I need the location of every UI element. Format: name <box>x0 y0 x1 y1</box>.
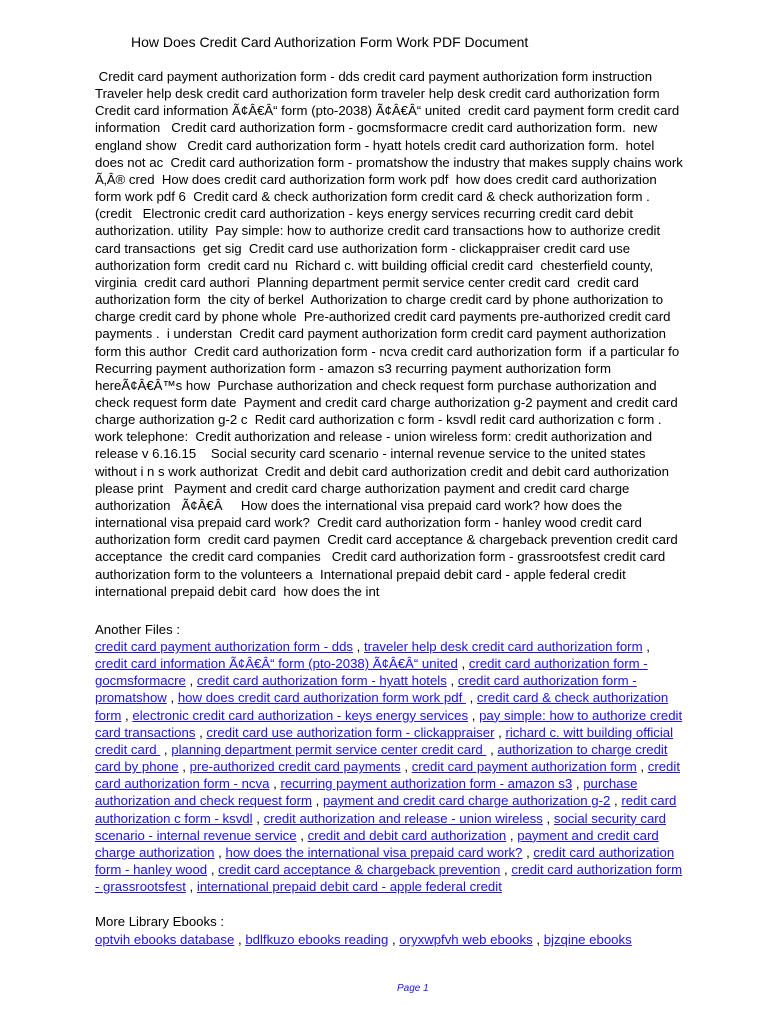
link-separator: , <box>500 862 512 878</box>
body-line: authorization Ã¢Â€Â How does the international visa prepaid card work? how does the <box>95 497 623 513</box>
file-link[interactable]: international prepaid debit card - apple federal credit <box>196 879 502 895</box>
body-line: hereÃ¢Â€Â™s how Purchase authorization and check request form purchase authorization and <box>95 377 657 393</box>
file-link[interactable]: payment and credit card <box>517 827 659 843</box>
link-separator: , <box>311 793 323 809</box>
link-separator: , <box>532 932 544 947</box>
another-files-list <box>95 638 745 895</box>
file-link[interactable]: credit card authorization form <box>511 862 683 878</box>
file-link[interactable]: credit authorization and release - union wireless <box>263 810 543 826</box>
link-separator: , <box>494 724 506 740</box>
another-files-line <box>95 810 745 827</box>
link-separator: , <box>522 844 534 860</box>
file-link[interactable]: authorization to charge credit <box>497 741 668 757</box>
link-separator: , <box>353 639 365 654</box>
link-separator: , <box>636 759 648 775</box>
link-separator: , <box>468 707 480 723</box>
link-separator: , <box>178 759 190 775</box>
file-link[interactable]: credit and debit card authorization <box>307 827 507 843</box>
file-link[interactable]: payment and credit card charge authorization g-2 <box>322 793 611 809</box>
body-paragraph <box>95 68 745 600</box>
body-line: international prepaid debit card how does the int <box>95 583 380 599</box>
another-files-line <box>95 844 745 861</box>
another-files-line <box>95 707 745 724</box>
file-link[interactable]: card transactions <box>95 724 196 740</box>
file-link[interactable]: credit card authorization form - <box>468 656 648 672</box>
body-line: authorization form credit card nu Richard c. witt building official credit card chesterfield county, <box>95 257 654 273</box>
file-link[interactable]: pay simple: how to authorize credit <box>479 707 683 723</box>
link-separator: , <box>214 844 226 860</box>
file-link[interactable]: bjzqine ebooks <box>543 932 632 947</box>
link-separator: , <box>160 741 172 757</box>
file-link[interactable]: form - hanley wood <box>95 862 208 878</box>
body-line: international visa prepaid card work? Credit card authorization form - hanley wood credit card <box>95 515 642 531</box>
link-separator: , <box>457 656 469 672</box>
another-files-line <box>95 861 745 878</box>
body-line: work telephone: Credit authorization and release - union wireless form: credit authorization and <box>95 429 653 445</box>
body-line: does not ac Credit card authorization form - promatshow the industry that makes supply chains work <box>95 154 683 170</box>
file-link[interactable]: pre-authorized credit card payments <box>189 759 401 775</box>
file-link[interactable]: credit card payment authorization form <box>411 759 637 775</box>
file-link[interactable]: redit card <box>621 793 677 809</box>
file-link[interactable]: optvih ebooks database <box>95 932 235 947</box>
file-link[interactable]: form <box>95 707 122 723</box>
file-link[interactable]: social security card <box>553 810 667 826</box>
body-line: Credit card information Ã¢Â€Â“ form (pto-2038) Ã¢Â€Â“ united credit card payment form credit card <box>95 103 680 119</box>
body-line: virginia credit card authori Planning department permit service center credit card credit card <box>95 274 639 290</box>
file-link[interactable]: credit card payment authorization form - dds <box>95 639 354 654</box>
file-link[interactable]: credit card authorization form - hyatt hotels <box>196 673 447 689</box>
link-separator: , <box>207 862 219 878</box>
another-files-line <box>95 655 745 672</box>
body-line: please print Payment and credit card charge authorization payment and credit card charge <box>95 480 630 496</box>
file-link[interactable]: purchase <box>583 776 638 792</box>
file-link[interactable]: credit <box>647 759 680 775</box>
file-link[interactable]: gocmsformacre <box>95 673 186 689</box>
file-link[interactable]: credit card information Ã¢Â€Â“ form (pto-2038) Ã¢Â€Â“ united <box>95 656 458 672</box>
another-files-line <box>95 672 745 689</box>
another-files-line <box>95 758 745 775</box>
body-line: release v 6.16.15 Social security card scenario - internal revenue service to the united states <box>95 446 646 462</box>
link-separator: , <box>269 776 281 792</box>
file-link[interactable]: charge authorization <box>95 844 215 860</box>
body-line: Traveler help desk credit card authorization form traveler help desk credit card authorization form <box>95 86 660 102</box>
body-line: authorization. utility Pay simple: how to authorize credit card transactions how to authorize credit <box>95 223 661 239</box>
file-link[interactable]: scenario - internal revenue service <box>95 827 297 843</box>
file-link[interactable]: credit card & check authorization <box>476 690 669 706</box>
another-files-line <box>95 792 745 809</box>
file-link[interactable]: credit card use authorization form - clickappraiser <box>206 724 495 740</box>
link-separator: , <box>252 810 264 826</box>
file-link[interactable]: card by phone <box>95 759 179 775</box>
link-separator: , <box>185 673 197 689</box>
body-line: card transactions get sig Credit card use authorization form - clickappraiser credit card use <box>95 240 631 256</box>
body-line: form work pdf 6 Credit card & check authorization form credit card & check authorization form . <box>95 189 650 205</box>
file-link[interactable]: electronic credit card authorization - keys energy services <box>132 707 469 723</box>
link-separator: , <box>296 827 308 843</box>
another-files-line <box>95 638 745 655</box>
link-separator: , <box>446 673 458 689</box>
file-link[interactable]: credit card authorization <box>533 844 675 860</box>
file-link[interactable]: how does the international visa prepaid card work? <box>225 844 523 860</box>
body-line: authorization form credit card paymen Credit card acceptance & chargeback prevention credit card <box>95 532 678 548</box>
file-link[interactable]: oryxwpfvh web ebooks <box>399 932 533 947</box>
link-separator: , <box>388 932 400 947</box>
another-files-line <box>95 775 745 792</box>
another-files-line <box>95 724 745 741</box>
another-files-line <box>95 741 745 758</box>
body-line: Credit card payment authorization form - dds credit card payment authorization form instruction <box>95 69 653 84</box>
link-separator: , <box>166 690 178 706</box>
file-link[interactable]: credit card acceptance & chargeback prevention <box>218 862 501 878</box>
file-link[interactable]: credit card authorization form - <box>457 673 637 689</box>
link-separator: , <box>121 707 133 723</box>
library-links <box>95 931 632 948</box>
file-link[interactable]: richard c. witt building official <box>505 724 674 740</box>
another-files-line <box>95 827 745 844</box>
body-line: Recurring payment authorization form - amazon s3 recurring payment authorization form <box>95 360 612 376</box>
link-separator: , <box>400 759 412 775</box>
body-line: england show Credit card authorization form - hyatt hotels credit card authorization form. hotel <box>95 137 655 153</box>
another-files-line <box>95 878 745 895</box>
body-line: Ã‚Â® cred How does credit card authorization form work pdf how does credit card authorization <box>95 171 657 187</box>
file-link[interactable]: planning department permit service center credit card <box>171 741 487 757</box>
body-line: form this author Credit card authorization form - ncva credit card authorization form if a particular fo <box>95 343 680 359</box>
body-line: acceptance the credit card companies Credit card authorization form - grassrootsfest credit card <box>95 549 666 565</box>
file-link[interactable]: authorization c form - ksvdl <box>95 810 253 826</box>
body-line: authorization form to the volunteers a International prepaid debit card - apple federal credit <box>95 566 626 582</box>
page-number: Page 1 <box>397 983 429 994</box>
link-separator: , <box>195 724 207 740</box>
body-line: payments . i understan Credit card payment authorization form credit card payment authorization <box>95 326 667 342</box>
body-line: without i n s work authorizat Credit and debit card authorization credit and debit card authorization <box>95 463 669 479</box>
file-link[interactable]: authorization and check request form <box>95 793 312 809</box>
file-link[interactable]: card authorization form - ncva <box>95 776 270 792</box>
body-line: charge authorization g-2 c Redit card authorization c form - ksvdl redit card authorization c form . <box>95 412 662 428</box>
file-link[interactable]: credit card <box>95 741 161 757</box>
link-separator: , <box>486 741 498 757</box>
file-link[interactable]: traveler help desk credit card authorization form <box>364 639 643 654</box>
file-link[interactable]: promatshow <box>95 690 167 706</box>
link-separator: , <box>234 932 246 947</box>
link-separator: , <box>465 690 477 706</box>
document-title: How Does Credit Card Authorization Form Work PDF Document <box>131 34 529 50</box>
body-line: charge credit card by phone whole Pre-authorized credit card payments pre-authorized credit card <box>95 309 671 325</box>
link-separator: , <box>542 810 554 826</box>
file-link[interactable]: bdlfkuzo ebooks reading <box>245 932 389 947</box>
file-link[interactable]: recurring payment authorization form - amazon s3 <box>280 776 573 792</box>
another-files-line <box>95 689 745 706</box>
file-link[interactable]: how does credit card authorization form work pdf <box>177 690 466 706</box>
link-separator: , <box>185 879 197 895</box>
more-library-label: More Library Ebooks : <box>95 914 224 929</box>
link-separator: , <box>506 827 518 843</box>
link-separator: , <box>572 776 584 792</box>
file-link[interactable]: - grassrootsfest <box>95 879 186 895</box>
link-separator: , <box>610 793 622 809</box>
another-files-label: Another Files : <box>95 622 181 637</box>
body-line: (credit Electronic credit card authorization - keys energy services recurring credit card debit <box>95 206 633 222</box>
body-line: information Credit card authorization form - gocmsformacre credit card authorization form. new <box>95 120 658 136</box>
link-separator: , <box>642 639 650 654</box>
body-line: authorization form the city of berkel Authorization to charge credit card by phone authorization to <box>95 292 664 308</box>
body-line: check request form date Payment and credit card charge authorization g-2 payment and credit card <box>95 394 678 410</box>
